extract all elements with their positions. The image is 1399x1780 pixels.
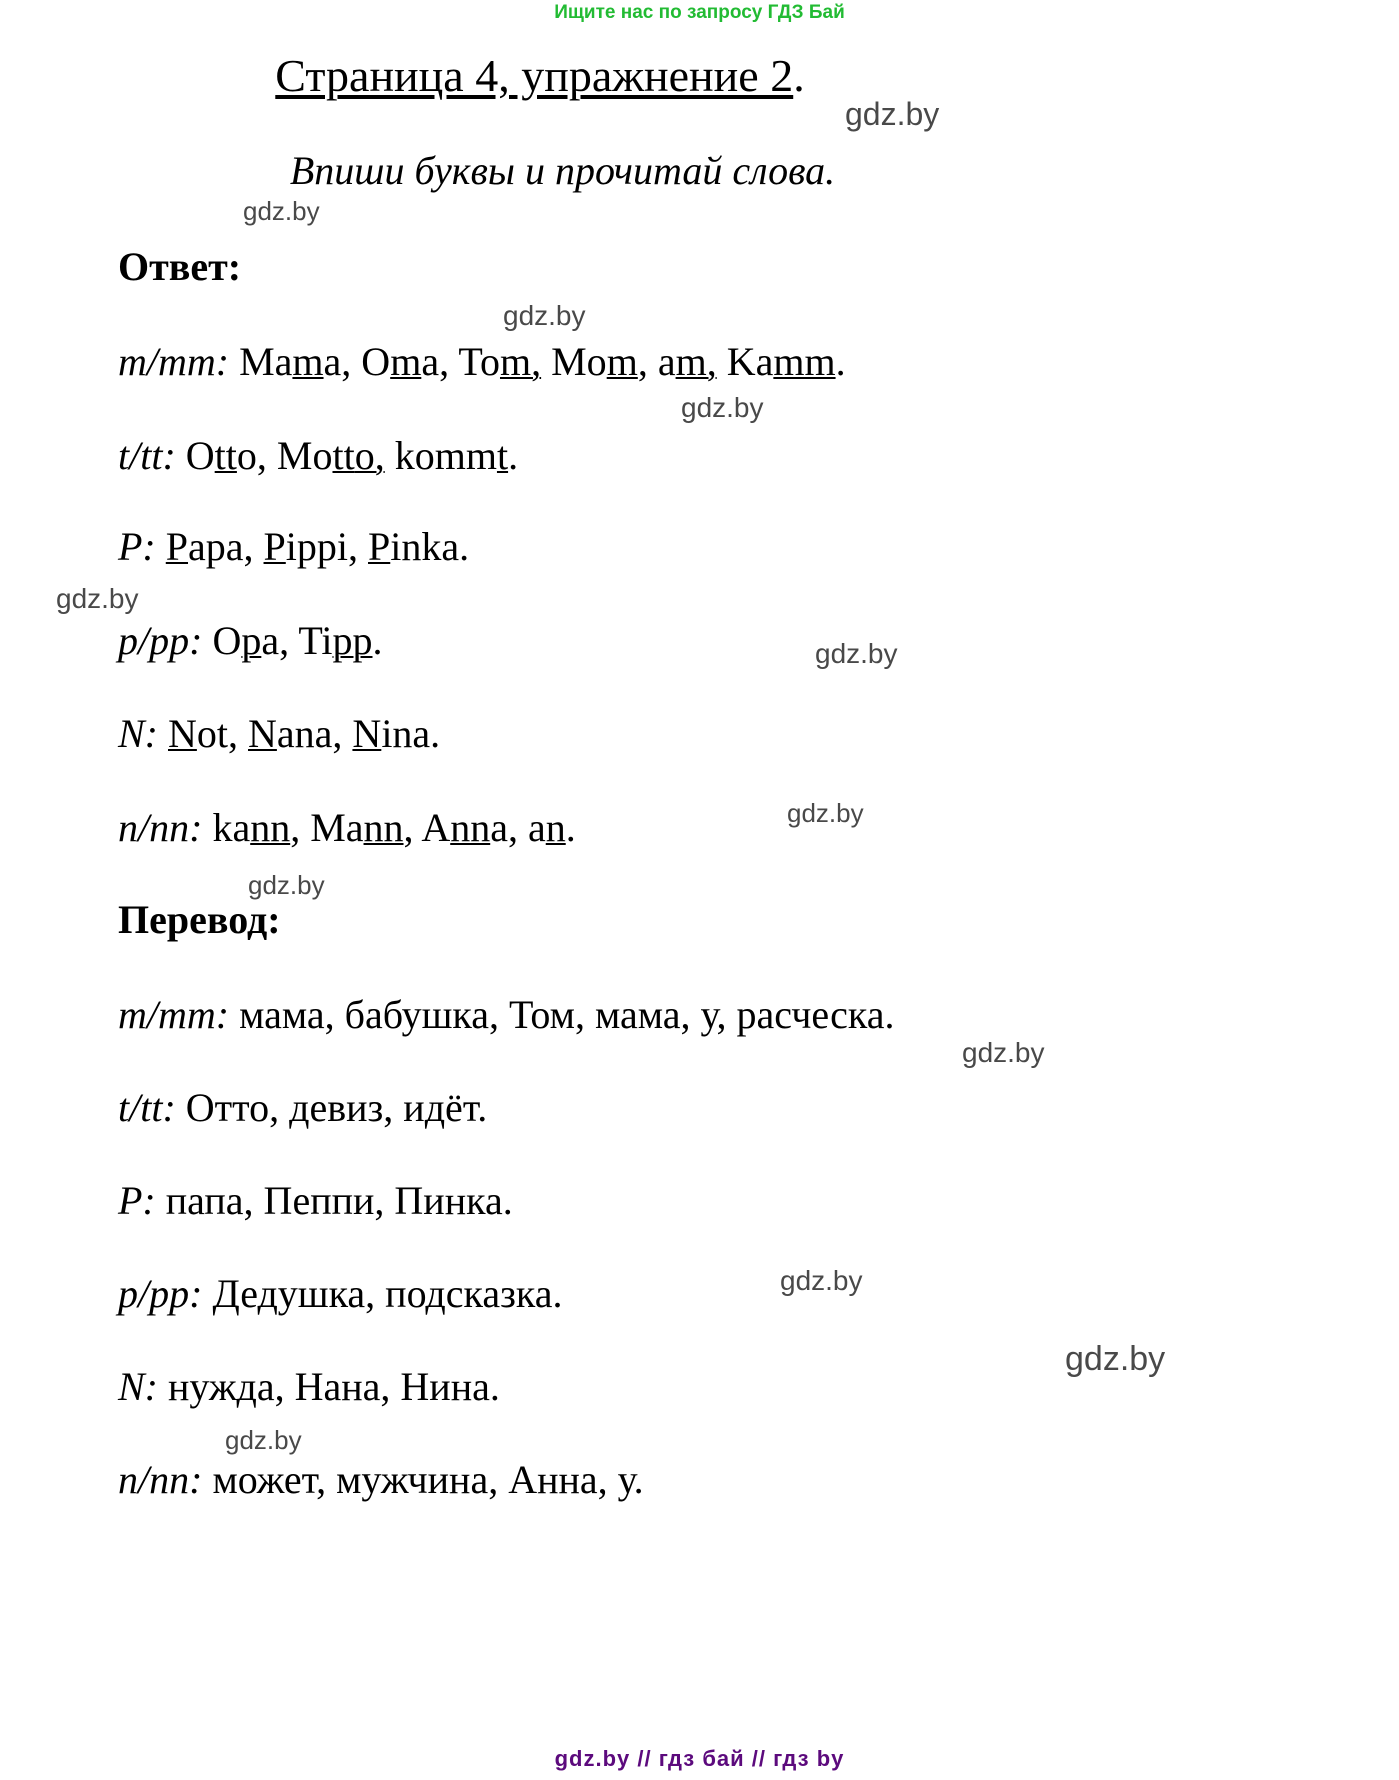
answer-highlight: N xyxy=(168,711,197,756)
answer-highlight: N xyxy=(352,711,382,756)
answer-row xyxy=(118,710,440,758)
translation-row xyxy=(118,1363,500,1411)
answer-highlight: nn xyxy=(450,805,491,850)
answer-row xyxy=(118,338,846,386)
answer-highlight: nn xyxy=(250,805,291,850)
translation-row xyxy=(118,991,894,1039)
answer-highlight: m xyxy=(606,339,638,384)
answer-text: Ka xyxy=(716,339,774,384)
answer-text: ippi, xyxy=(285,524,369,569)
answer-row xyxy=(118,804,576,852)
translation-text: мама, бабушка, Том, мама, у, расческа. xyxy=(229,992,895,1037)
translation-tag: P: xyxy=(118,1178,156,1223)
answer-highlight: pp xyxy=(332,618,373,663)
answer-highlight: N xyxy=(248,711,277,756)
answer-highlight: o, xyxy=(354,433,385,478)
answer-highlight: nn xyxy=(363,805,404,850)
translation-tag: m/mm: xyxy=(118,992,230,1037)
watermark: gdz.by xyxy=(225,1425,302,1455)
answer-tag: n/nn: xyxy=(118,805,203,850)
answer-text: . xyxy=(508,433,519,478)
answer-text: a, O xyxy=(323,339,391,384)
answer-highlight: m, xyxy=(675,339,717,384)
translation-text: нужда, Нана, Нина. xyxy=(158,1364,500,1409)
answer-highlight: m xyxy=(292,339,324,384)
watermark: gdz.by xyxy=(681,392,764,423)
answer-text: . xyxy=(372,618,383,663)
answer-text: , A xyxy=(403,805,451,850)
answer-highlight: P xyxy=(263,524,286,569)
task-instruction xyxy=(0,146,1125,196)
answer-text: komm xyxy=(384,433,497,478)
answer-row xyxy=(118,617,383,665)
translation-tag: p/pp: xyxy=(118,1271,203,1316)
watermark: gdz.by xyxy=(845,96,940,132)
answer-section-heading: Ответ: xyxy=(118,244,242,289)
answer-text: o, Mo xyxy=(236,433,333,478)
answer-text: ina. xyxy=(381,711,441,756)
answer-text: a, Ti xyxy=(261,618,333,663)
answer-highlight: P xyxy=(368,524,391,569)
answer-text: ot, xyxy=(196,711,249,756)
watermark: gdz.by xyxy=(815,638,898,669)
answer-text: . xyxy=(835,339,846,384)
answer-text: inka. xyxy=(390,524,470,569)
answer-text: , Ma xyxy=(290,805,364,850)
answer-text: ana, xyxy=(276,711,353,756)
translation-tag: n/nn: xyxy=(118,1457,203,1502)
answer-highlight: mm xyxy=(773,339,836,384)
answer-row xyxy=(118,523,469,571)
answer-highlight: tt xyxy=(332,433,355,478)
answer-tag: N: xyxy=(118,711,158,756)
answer-highlight: P xyxy=(165,524,189,569)
answer-text: a, a xyxy=(490,805,546,850)
answer-text xyxy=(158,711,168,756)
answer-highlight: m, xyxy=(499,339,542,384)
answer-text: ka xyxy=(202,805,251,850)
answer-row xyxy=(118,432,518,480)
watermark: gdz.by xyxy=(248,870,325,900)
answer-tag: p/pp: xyxy=(118,618,203,663)
watermark: gdz.by xyxy=(787,798,864,828)
answer-text: . xyxy=(565,805,576,850)
answer-text: a, To xyxy=(421,339,500,384)
translation-text: может, мужчина, Анна, у. xyxy=(202,1457,644,1502)
translation-section-heading: Перевод: xyxy=(118,897,281,942)
translation-row xyxy=(118,1270,563,1318)
answer-tag: t/tt: xyxy=(118,433,176,478)
task-instruction-text: Впиши буквы и прочитай слова. xyxy=(289,148,836,193)
answer-highlight: p xyxy=(241,618,262,663)
answer-text: Ma xyxy=(229,339,293,384)
page-title-underlined: Страница 4, упражнение 2 xyxy=(275,50,794,101)
translation-text: Дедушка, подсказка. xyxy=(202,1271,563,1316)
answer-text xyxy=(156,524,166,569)
answer-text: O xyxy=(202,618,242,663)
answer-text: Mo xyxy=(541,339,607,384)
answer-text: O xyxy=(175,433,215,478)
answer-tag: m/mm: xyxy=(118,339,230,384)
translation-row xyxy=(118,1084,487,1132)
translation-text: Отто, девиз, идёт. xyxy=(175,1085,488,1130)
translation-row xyxy=(118,1456,644,1504)
watermark: gdz.by xyxy=(503,300,586,331)
answer-highlight: t xyxy=(496,433,509,478)
site-footer: gdz.by // гдз бай // гдз by xyxy=(554,1746,845,1771)
promo-banner: Ищите нас по запросу ГДЗ Бай xyxy=(554,2,845,23)
watermark: gdz.by xyxy=(962,1037,1045,1068)
answer-highlight: n xyxy=(545,805,566,850)
answer-highlight: m xyxy=(390,339,422,384)
answer-highlight: tt xyxy=(214,433,237,478)
translation-text: папа, Пеппи, Пинка. xyxy=(155,1178,513,1223)
watermark: gdz.by xyxy=(56,583,139,614)
watermark: gdz.by xyxy=(1065,1340,1166,1378)
answer-text: , a xyxy=(637,339,676,384)
watermark: gdz.by xyxy=(243,196,320,226)
translation-row xyxy=(118,1177,513,1225)
answer-tag: P: xyxy=(118,524,156,569)
watermark: gdz.by xyxy=(780,1265,863,1296)
translation-tag: N: xyxy=(118,1364,158,1409)
translation-tag: t/tt: xyxy=(118,1085,176,1130)
answer-text: apa, xyxy=(188,524,264,569)
page-title-tail: . xyxy=(793,50,805,101)
